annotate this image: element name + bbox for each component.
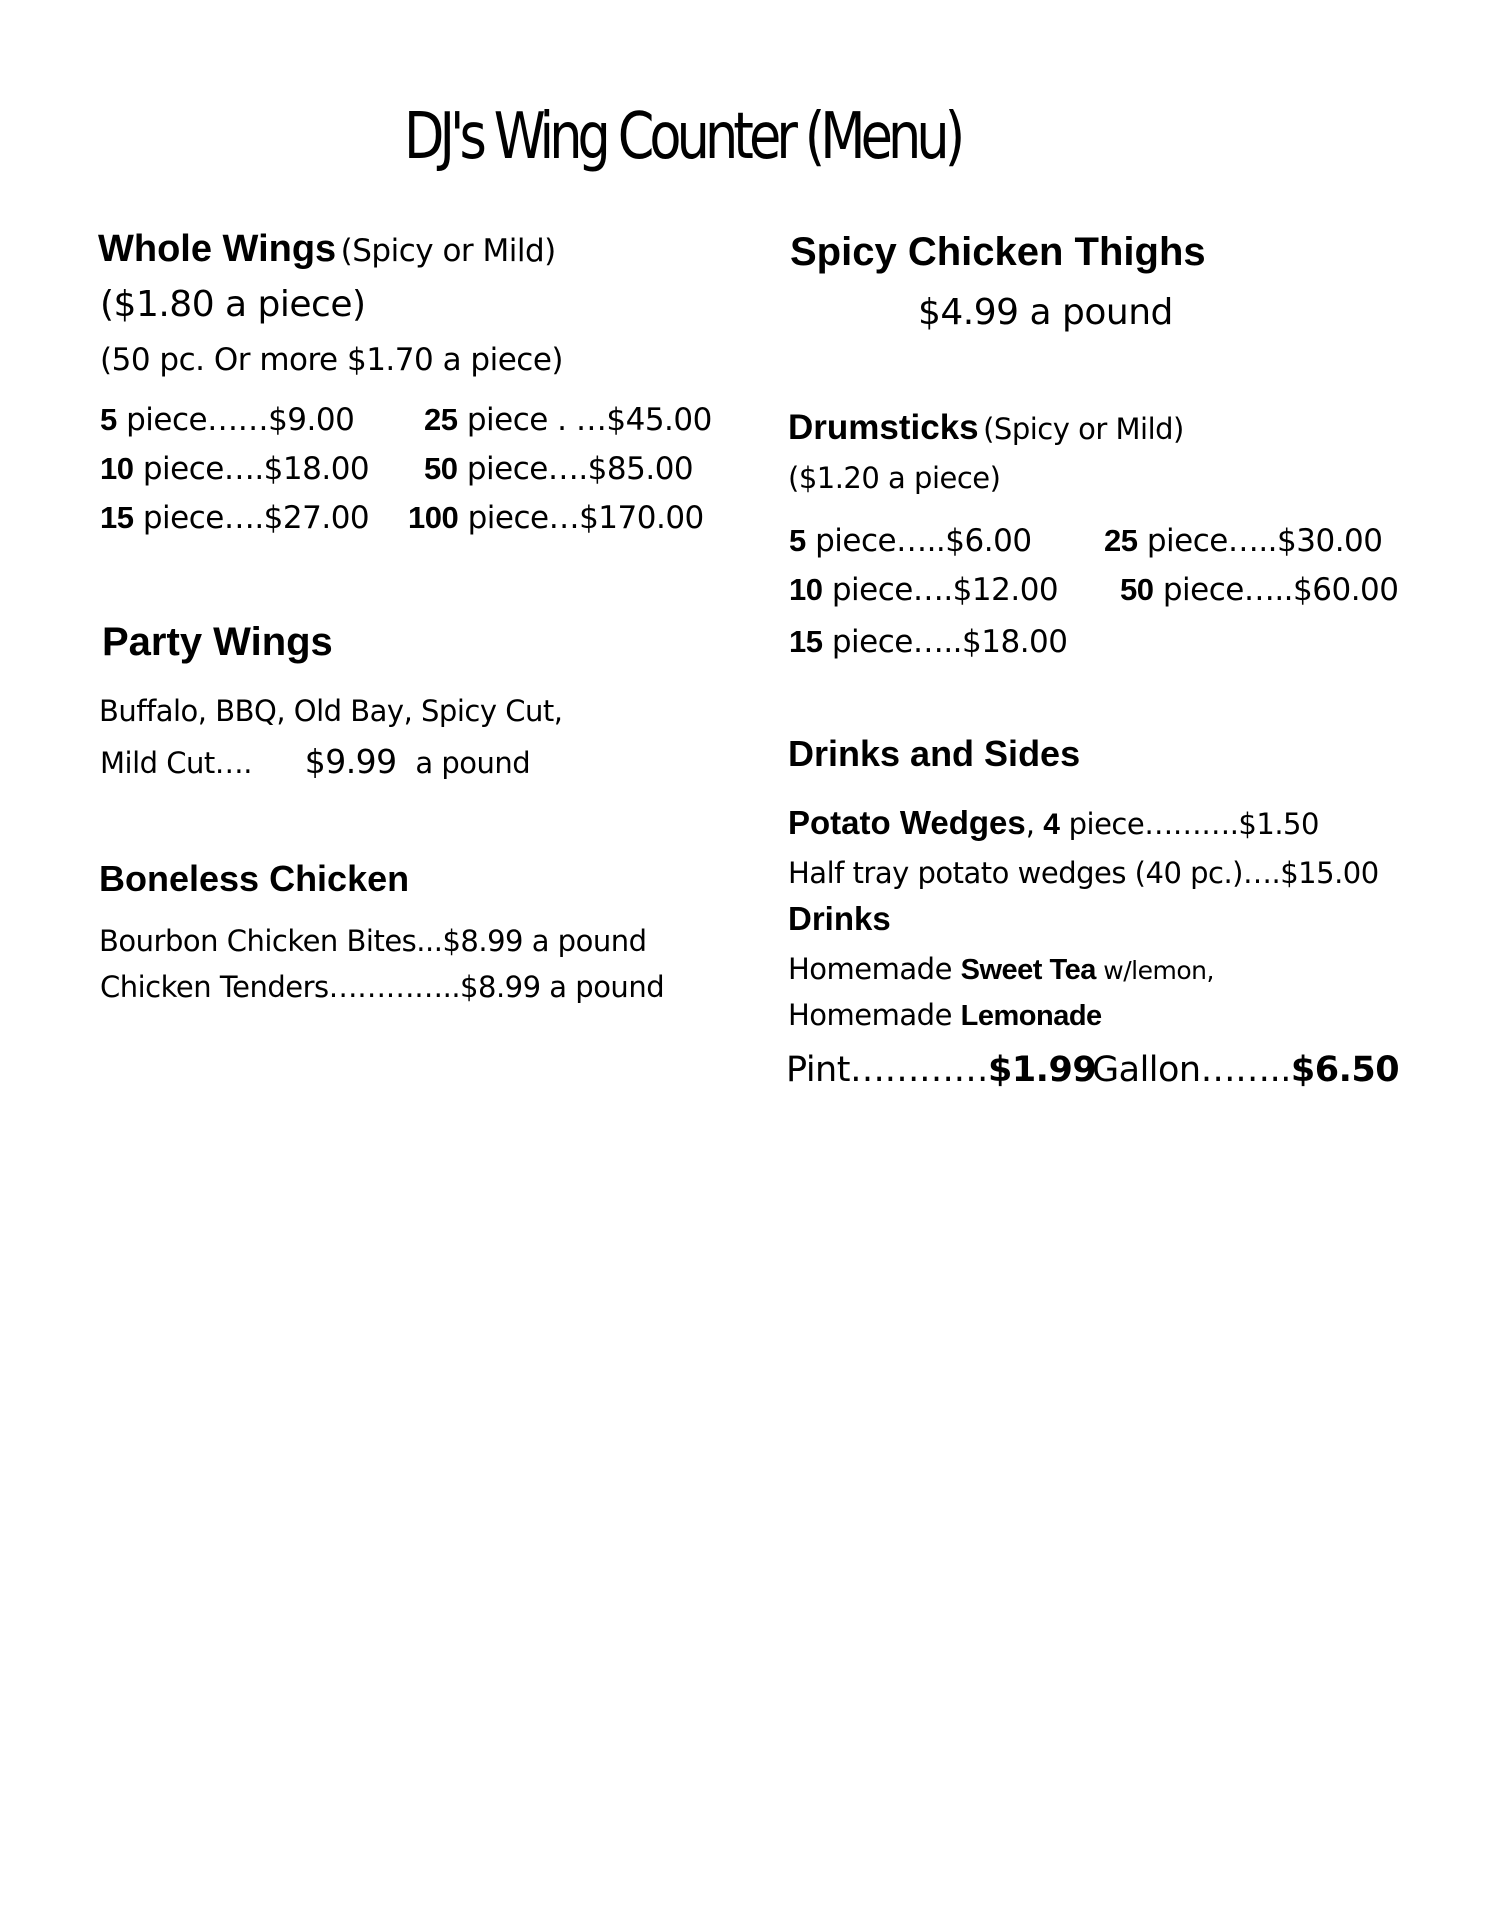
potato-wedges-row bbox=[788, 804, 1319, 842]
whole-wings-qty: 100 bbox=[408, 500, 459, 535]
sweet-tea-prefix: Homemade bbox=[788, 952, 961, 986]
drinks-heading: Drinks bbox=[788, 900, 891, 937]
potato-wedges-name: Potato Wedges bbox=[788, 804, 1026, 841]
sweet-tea-suffix: w/lemon, bbox=[1095, 956, 1214, 985]
whole-wings-price-text: piece….$27.00 bbox=[133, 500, 370, 536]
pint-price: $1.99 bbox=[987, 1050, 1097, 1090]
pint-label: Pint………… bbox=[786, 1050, 988, 1090]
whole-wings-item bbox=[100, 451, 369, 487]
whole-wings-item bbox=[424, 451, 693, 487]
drumsticks-price-text: piece…..$6.00 bbox=[805, 523, 1032, 559]
drumsticks-price-text: piece…..$60.00 bbox=[1153, 572, 1399, 608]
boneless-heading: Boneless Chicken bbox=[99, 858, 410, 899]
whole-wings-item bbox=[424, 402, 712, 438]
drumsticks-qty: 15 bbox=[789, 624, 823, 659]
drumsticks-price-text: piece…..$18.00 bbox=[822, 624, 1068, 660]
party-wings-price-row bbox=[100, 742, 530, 781]
whole-wings-heading-row bbox=[98, 228, 556, 271]
drumsticks-qty: 10 bbox=[789, 572, 823, 607]
whole-wings-qty: 10 bbox=[100, 451, 134, 486]
gallon-row bbox=[1092, 1050, 1399, 1090]
sweet-tea-row bbox=[788, 952, 1214, 987]
drumsticks-note: (Spicy or Mild) bbox=[983, 412, 1184, 446]
whole-wings-item bbox=[408, 500, 704, 536]
whole-wings-bulk-price: (50 pc. Or more $1.70 a piece) bbox=[100, 342, 564, 378]
drumsticks-price: ($1.20 a piece) bbox=[788, 461, 1001, 495]
party-wings-price: $9.99 bbox=[304, 742, 397, 781]
gallon-price: $6.50 bbox=[1290, 1050, 1400, 1090]
whole-wings-item bbox=[100, 402, 354, 438]
lemonade-name: Lemonade bbox=[960, 1000, 1102, 1032]
thighs-price: $4.99 a pound bbox=[918, 292, 1173, 333]
drumsticks-qty: 50 bbox=[1120, 572, 1154, 607]
pint-row bbox=[786, 1050, 1096, 1090]
whole-wings-price: ($1.80 a piece) bbox=[100, 284, 366, 325]
whole-wings-price-text: piece….$85.00 bbox=[457, 451, 694, 487]
drumsticks-item bbox=[1120, 572, 1399, 608]
drinks-sides-heading: Drinks and Sides bbox=[788, 733, 1081, 774]
drumsticks-price-text: piece…..$30.00 bbox=[1137, 523, 1383, 559]
potato-wedges-price: piece……….$1.50 bbox=[1059, 807, 1319, 841]
half-tray-row: Half tray potato wedges (40 pc.)….$15.00 bbox=[788, 856, 1379, 890]
lemonade-row bbox=[788, 998, 1102, 1033]
potato-wedges-sep: , bbox=[1025, 807, 1044, 841]
boneless-item: Chicken Tenders…………..$8.99 a pound bbox=[100, 970, 665, 1004]
drumsticks-heading-row bbox=[788, 408, 1184, 448]
lemonade-prefix: Homemade bbox=[788, 998, 961, 1032]
page-title: DJ's Wing Counter (Menu) bbox=[404, 100, 961, 174]
drumsticks-item bbox=[789, 624, 1068, 660]
party-wings-label: Mild Cut…. bbox=[100, 746, 252, 780]
drumsticks-price-text: piece….$12.00 bbox=[822, 572, 1059, 608]
drumsticks-qty: 5 bbox=[789, 523, 806, 558]
whole-wings-item bbox=[100, 500, 369, 536]
whole-wings-qty: 25 bbox=[424, 402, 458, 437]
drumsticks-item bbox=[789, 572, 1058, 608]
whole-wings-price-text: piece……$9.00 bbox=[116, 402, 355, 438]
potato-wedges-qty: 4 bbox=[1043, 808, 1060, 841]
party-wings-heading: Party Wings bbox=[102, 620, 333, 664]
sweet-tea-name: Sweet Tea bbox=[960, 954, 1096, 986]
party-wings-unit: a pound bbox=[415, 746, 531, 780]
party-wings-flavors: Buffalo, BBQ, Old Bay, Spicy Cut, bbox=[99, 694, 563, 728]
whole-wings-note: (Spicy or Mild) bbox=[340, 233, 556, 269]
drumsticks-item bbox=[1104, 523, 1383, 559]
whole-wings-qty: 50 bbox=[424, 451, 458, 486]
whole-wings-qty: 5 bbox=[100, 402, 117, 437]
whole-wings-heading: Whole Wings bbox=[98, 228, 337, 270]
whole-wings-price-text: piece….$18.00 bbox=[133, 451, 370, 487]
drumsticks-qty: 25 bbox=[1104, 523, 1138, 558]
thighs-heading: Spicy Chicken Thighs bbox=[790, 230, 1206, 274]
whole-wings-price-text: piece . …$45.00 bbox=[457, 402, 712, 438]
boneless-item: Bourbon Chicken Bites...$8.99 a pound bbox=[99, 924, 647, 958]
gallon-label: Gallon…….. bbox=[1092, 1050, 1291, 1090]
drumsticks-item bbox=[789, 523, 1032, 559]
whole-wings-qty: 15 bbox=[100, 500, 134, 535]
whole-wings-price-text: piece…$170.00 bbox=[458, 500, 704, 536]
drumsticks-heading: Drumsticks bbox=[788, 408, 979, 447]
